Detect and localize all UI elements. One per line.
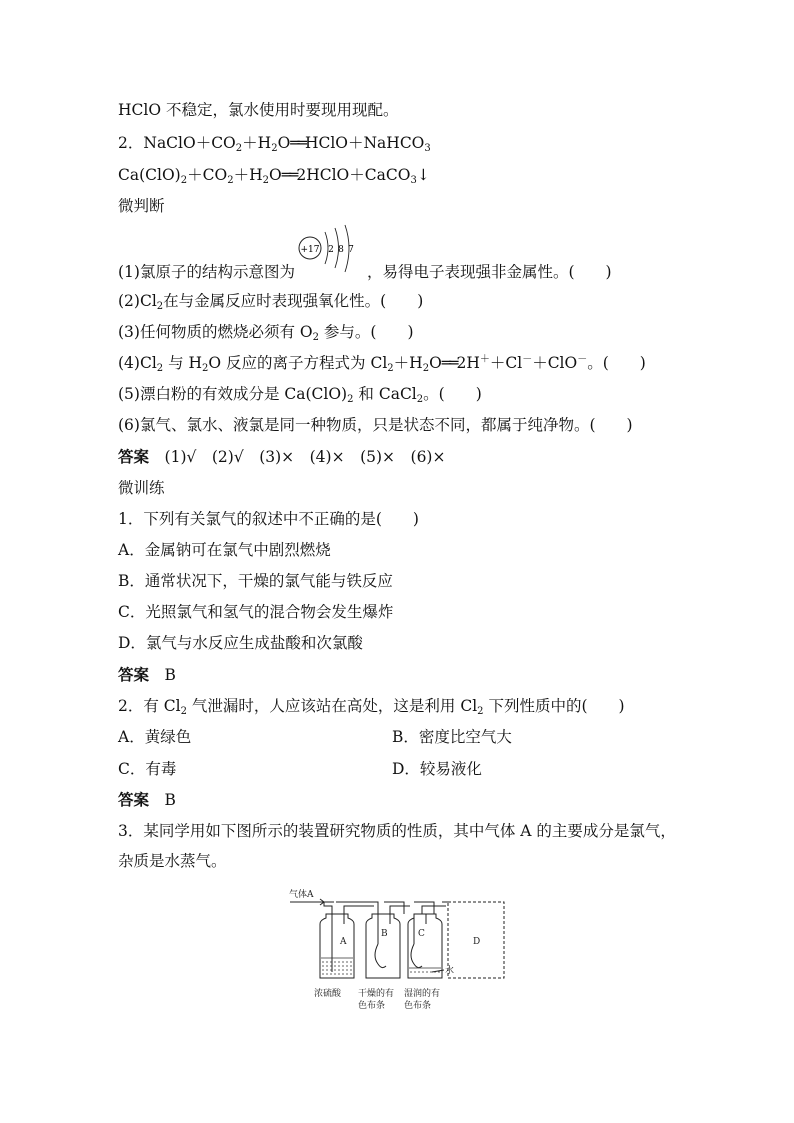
equation-naclo: 2．$NaClO+CO_2+H_2O══HClO+NaHCO_3$	[118, 134, 431, 154]
judge-answer: 答案 (1)√ (2)√ (3)× (4)× (5)× (6)×	[118, 447, 446, 466]
atom-shell-1: 2	[328, 245, 334, 255]
label-conc-sulfuric-acid: 浓硫酸	[314, 989, 342, 999]
label-wet-cloth-2: 色布条	[404, 1001, 432, 1011]
judge-q1: (1)氯原子的结构示意图为 ，易得电子表现强非金属性。( )	[118, 263, 612, 281]
train-q2-option-d: D．较易液化	[392, 760, 482, 778]
atom-shell-2: 8	[338, 245, 344, 255]
label-bottle-a: A	[340, 937, 347, 947]
atom-shell-3: 7	[348, 245, 354, 255]
train-q2-options-ab	[118, 727, 191, 747]
apparatus-diagram	[286, 884, 511, 1014]
train-q2-option-b: B．密度比空气大	[392, 728, 512, 746]
atom-nucleus-label: +17	[300, 245, 320, 255]
train-q1-answer: 答案 B	[118, 665, 176, 684]
hclo-note: HClO 不稳定，氯水使用时要现用现配。	[118, 101, 399, 119]
label-water: 水	[445, 966, 455, 976]
train-q2-stem: 2．有 $Cl_2$ 气泄漏时，人应该站在高处，这是利用 $Cl_2$ 下列性质中的( )	[118, 697, 625, 717]
judge-q3: (3)任何物质的燃烧必须有 $O_2$ 参与。( )	[118, 323, 414, 343]
judge-q4: $(4)Cl_2$ 与 $H_2O$ 反应的离子方程式为 $Cl_2+H_2O══2H^++Cl^-+ClO^-$。( )	[118, 354, 646, 374]
train-q2-option-c: C．有毒	[118, 760, 177, 778]
train-q1-option-b: B．通常状况下，干燥的氯气能与铁反应	[118, 572, 393, 590]
train-q2-answer: 答案 B	[118, 790, 176, 809]
label-dry-cloth-1: 干燥的有	[358, 989, 395, 999]
answer-label: 答案	[118, 447, 150, 466]
label-bottle-c: C	[418, 929, 425, 939]
judge-q5: (5)漂白粉的有效成分是 $Ca(ClO)_2$ 和 CaCl$_2$。( )	[118, 385, 482, 405]
train-q3-stem-line2: 杂质是水蒸气。	[118, 852, 227, 870]
label-box-d: D	[473, 937, 481, 947]
section-title-train: 微训练	[118, 479, 165, 497]
label-gas-a: 气体A	[289, 890, 314, 900]
train-q1-option-c: C．光照氯气和氢气的混合物会发生爆炸	[118, 603, 394, 621]
equation-caclo2: $Ca(ClO)_2+CO_2+H_2O══2HClO+CaCO_3↓$	[118, 166, 430, 186]
train-q1-stem: 1．下列有关氯气的叙述中不正确的是( )	[118, 510, 419, 528]
label-bottle-b: B	[381, 929, 388, 939]
judge-q6: (6)氯气、氯水、液氯是同一种物质，只是状态不同，都属于纯净物。( )	[118, 416, 633, 434]
label-wet-cloth-1: 湿润的有	[404, 989, 441, 999]
train-q2-option-a: A．黄绿色	[118, 728, 192, 746]
label-dry-cloth-2: 色布条	[358, 1001, 386, 1011]
train-q1-option-d: D．氯气与水反应生成盐酸和次氯酸	[118, 634, 363, 652]
train-q3-stem-line1: 3．某同学用如下图所示的装置研究物质的性质，其中气体 A 的主要成分是氯气，	[118, 822, 676, 840]
train-q1-option-a: A．金属钠可在氯气中剧烈燃烧	[118, 541, 331, 559]
judge-q2: $(2)Cl_2$在与金属反应时表现强氧化性。( )	[118, 292, 424, 312]
section-title-judge: 微判断	[118, 197, 165, 215]
